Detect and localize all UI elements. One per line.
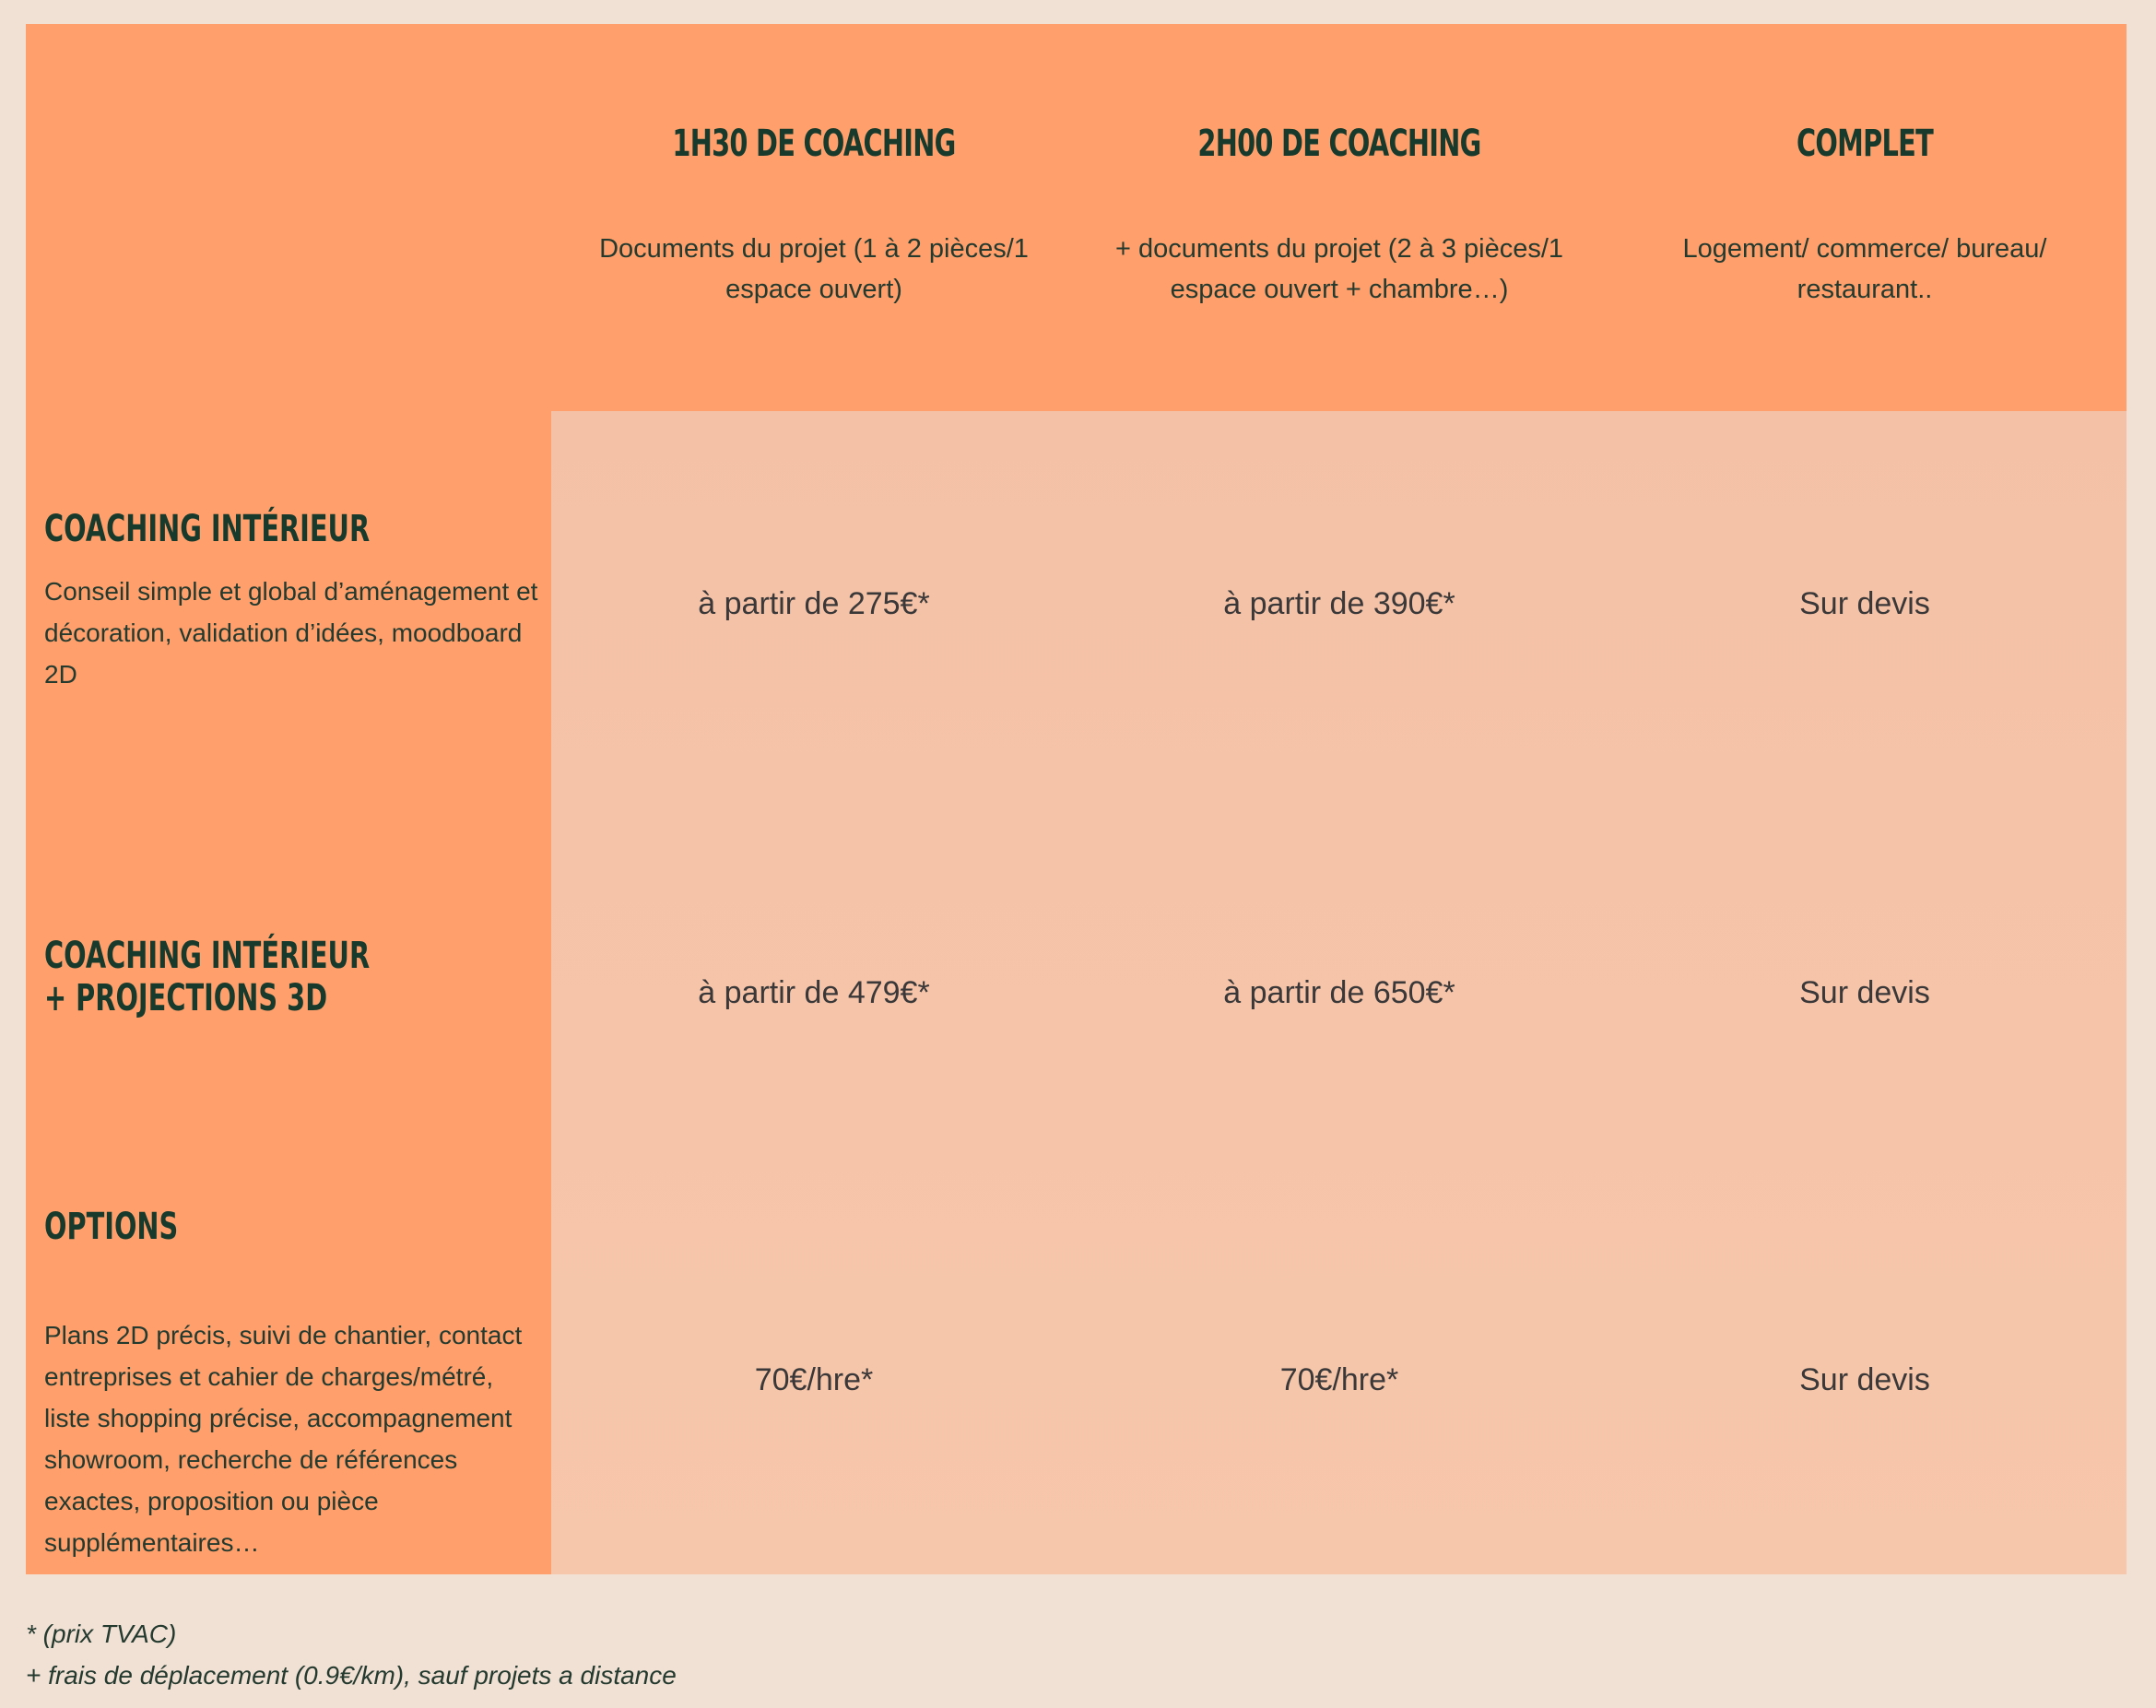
column-title: 1H30 DE COACHING xyxy=(672,123,956,165)
price-cell: à partir de 479€* xyxy=(698,975,930,1010)
row-header-coaching-3d xyxy=(44,935,542,1019)
column-description: Logement/ commerce/ bureau/ restaurant.. xyxy=(1682,234,2047,304)
price-cell: Sur devis xyxy=(1799,586,1930,621)
column-header-1h30 xyxy=(551,24,1077,411)
row-title-line-1: COACHING INTÉRIEUR xyxy=(44,935,371,977)
price-cell: à partir de 275€* xyxy=(698,586,930,621)
row-description: Plans 2D précis, suivi de chantier, contact entreprises et cahier de charges/métré, liste shopping précise, accompagnement showroom, recherche de références exactes, proposition ou pièce supplémentaires… xyxy=(44,1321,523,1557)
footnote-vat: * (prix TVAC) xyxy=(26,1620,177,1648)
price-cell: 70€/hre* xyxy=(754,1362,874,1397)
footnote-travel-fees: + frais de déplacement (0.9€/km), sauf projets a distance xyxy=(26,1661,677,1690)
column-title: COMPLET xyxy=(1796,123,1934,165)
price-cell: Sur devis xyxy=(1799,1362,1930,1397)
column-header-complet xyxy=(1602,24,2127,411)
column-description: Documents du projet (1 à 2 pièces/1 espace ouvert) xyxy=(599,234,1029,304)
column-description: + documents du projet (2 à 3 pièces/1 espace ouvert + chambre…) xyxy=(1114,234,1564,304)
row-header-options xyxy=(44,1206,542,1563)
pricing-table xyxy=(26,24,2127,1574)
price-cell: à partir de 650€* xyxy=(1223,975,1455,1010)
row-header-coaching-interieur xyxy=(44,508,542,695)
column-header-2h00 xyxy=(1077,24,1602,411)
price-cell: 70€/hre* xyxy=(1279,1362,1399,1397)
row-description: Conseil simple et global d’aménagement et décoration, validation d’idées, moodboard 2D xyxy=(44,577,538,689)
price-cell: Sur devis xyxy=(1799,975,1930,1010)
price-cell: à partir de 390€* xyxy=(1223,586,1455,621)
column-title: 2H00 DE COACHING xyxy=(1197,123,1481,165)
row-title: COACHING INTÉRIEUR xyxy=(44,508,371,550)
row-title: OPTIONS xyxy=(44,1206,179,1248)
footnotes xyxy=(26,1613,677,1696)
row-title-line-2: + PROJECTIONS 3D xyxy=(44,977,328,1019)
